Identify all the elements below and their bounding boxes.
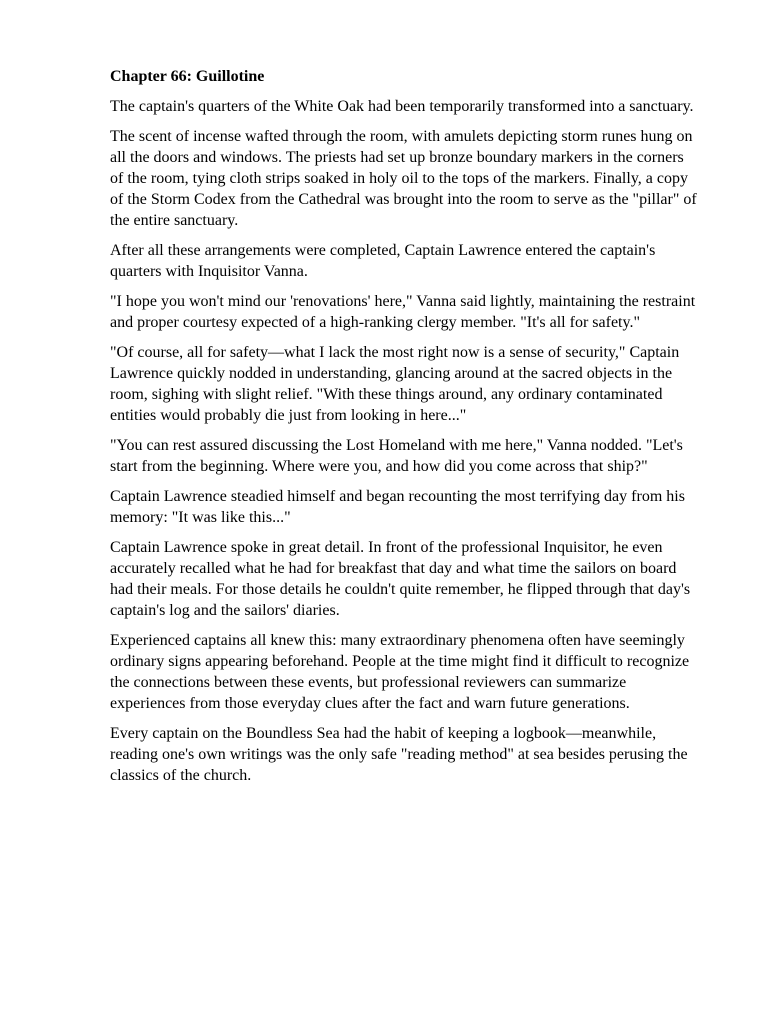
paragraph: Experienced captains all knew this: many extraordinary phenomena often have seemingly ordinary signs appearing beforehand. People at the time might find it difficult to recognize the connections between these events, but professional reviewers can summarize experiences from those everyday clues after the fact and warn future generations.: [110, 632, 690, 712]
paragraph: Every captain on the Boundless Sea had the habit of keeping a logbook—meanwhile, reading one's own writings was the only safe "reading method" at sea besides perusing the classics of the church.: [110, 725, 688, 784]
paragraph: "I hope you won't mind our 'renovations' here," Vanna said lightly, maintaining the restraint and proper courtesy expected of a high-ranking clergy member. "It's all for safety.": [110, 293, 696, 331]
paragraph: The captain's quarters of the White Oak had been temporarily transformed into a sanctuary.: [110, 98, 694, 115]
paragraph: Captain Lawrence spoke in great detail. In front of the professional Inquisitor, he even accurately recalled what he had for breakfast that day and what time the sailors on board had their meals. For those details he couldn't quite remember, he flipped through that day's captain's log and the sailors' diaries.: [110, 539, 691, 619]
paragraph: "You can rest assured discussing the Lost Homeland with me here," Vanna nodded. "Let's start from the beginning. Where were you, and how did you come across that ship?": [110, 437, 683, 475]
paragraph: "Of course, all for safety—what I lack the most right now is a sense of security," Captain Lawrence quickly nodded in understanding, glancing around at the sacred objects in the room, sighing with slight relief. "With these things around, any ordinary contaminated entities would probably die just from looking in here...": [110, 344, 680, 424]
paragraph: The scent of incense wafted through the room, with amulets depicting storm runes hung on all the doors and windows. The priests had set up bronze boundary markers in the corners of the room, tying cloth strips soaked in holy oil to the tops of the markers. Finally, a copy of the Storm Codex from the Cathedral was brought into the room to serve as the "pillar" of the entire sanctuary.: [110, 128, 697, 229]
document-page: [110, 66, 700, 795]
chapter-title: Chapter 66: Guillotine: [110, 68, 265, 85]
paragraph: Captain Lawrence steadied himself and began recounting the most terrifying day from his memory: "It was like this...": [110, 488, 685, 526]
paragraph: After all these arrangements were completed, Captain Lawrence entered the captain's quarters with Inquisitor Vanna.: [110, 242, 656, 280]
